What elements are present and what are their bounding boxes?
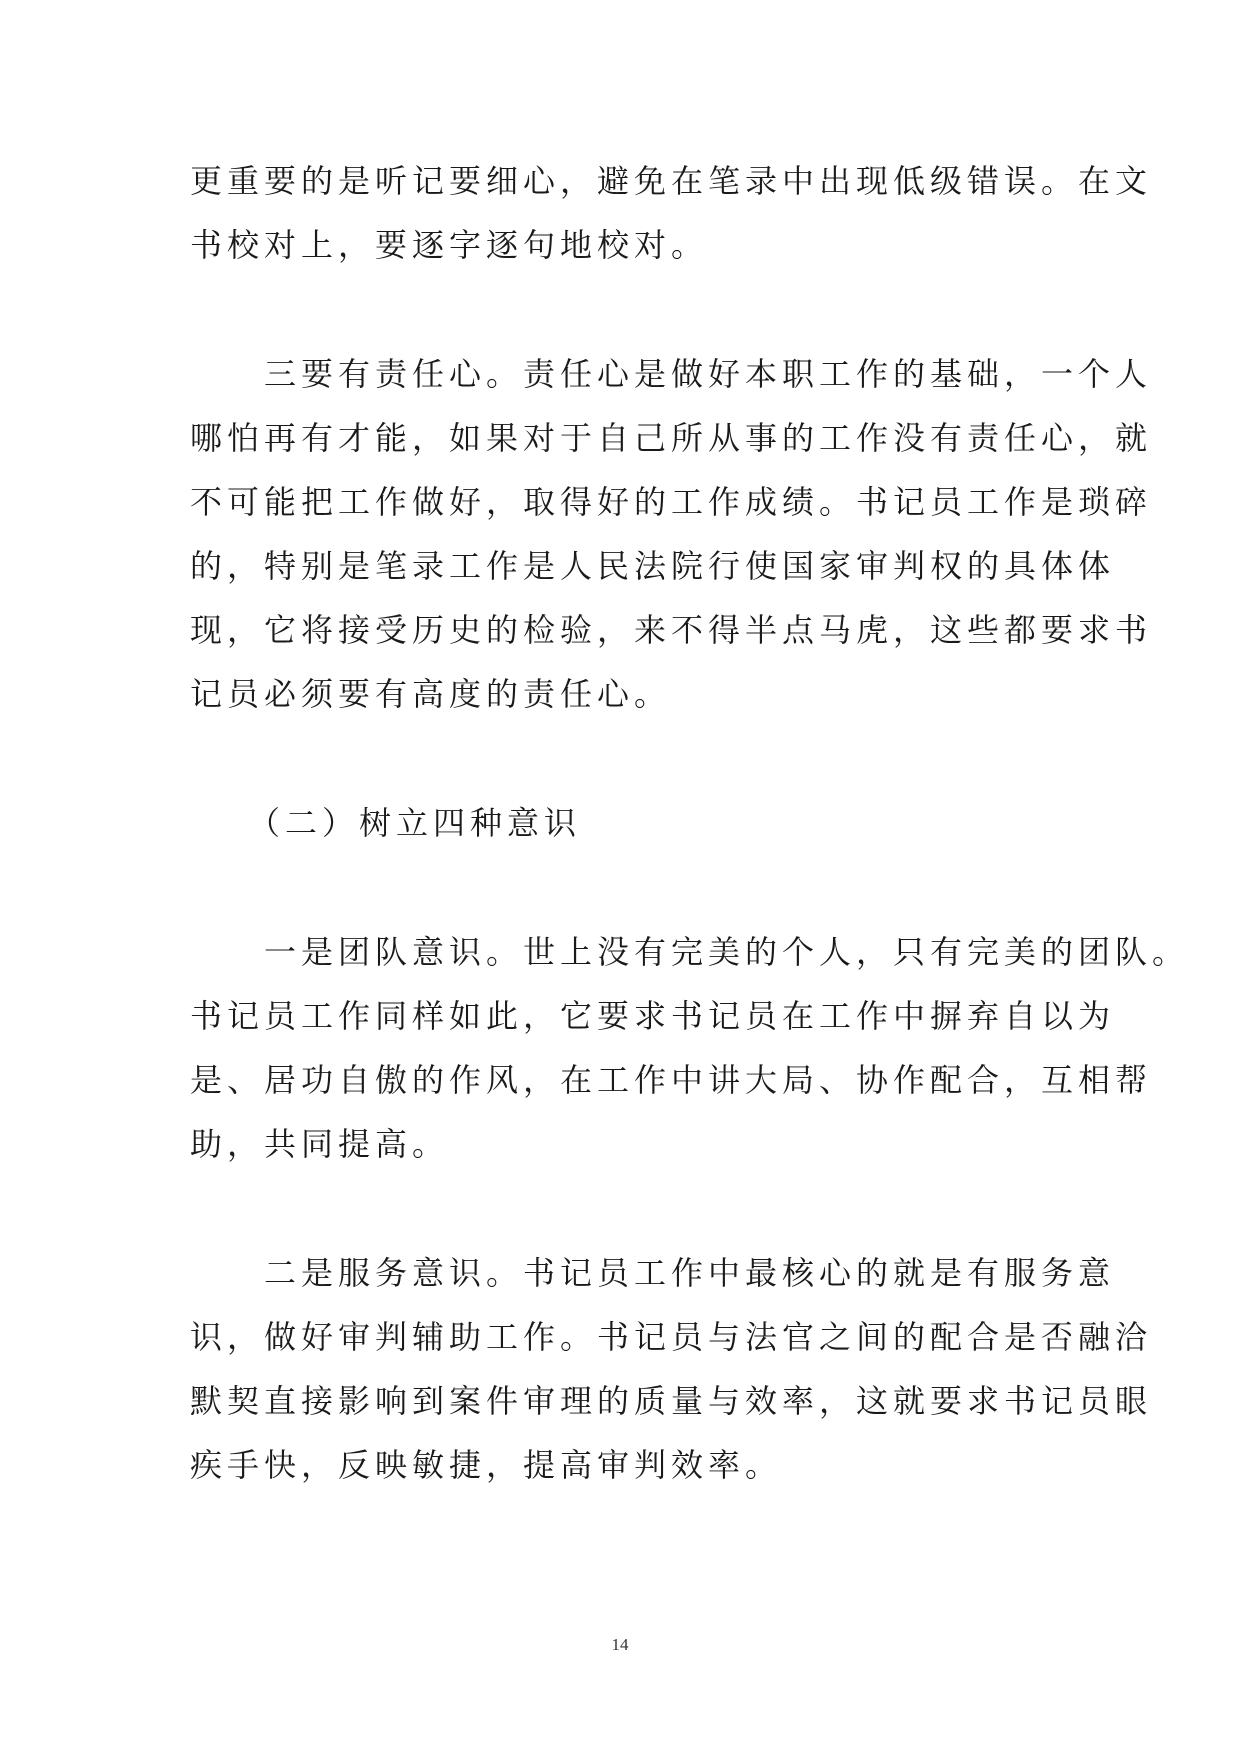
paragraph-heading-line: 一是团队意识。世上没有完美的个人，只有完美的团队。 <box>190 933 1190 971</box>
text-line: 不可能把工作做好，取得好的工作成绩。书记员工作是琐碎 <box>190 483 1153 521</box>
text-line: 识，做好审判辅助工作。书记员与法官之间的配合是否融洽 <box>190 1318 1153 1356</box>
text-line: 记员必须要有高度的责任心。 <box>190 675 672 713</box>
text-line: 哪怕再有才能，如果对于自己所从事的工作没有责任心，就 <box>190 419 1153 457</box>
text-line: 默契直接影响到案件审理的质量与效率，这就要求书记员眼 <box>190 1382 1153 1420</box>
text-line: 更重要的是听记要细心，避免在笔录中出现低级错误。在文 <box>190 162 1153 200</box>
paragraph-heading-line: 三要有责任心。责任心是做好本职工作的基础，一个人 <box>190 355 1153 393</box>
text-line: 书校对上，要逐字逐句地校对。 <box>190 226 709 264</box>
text-line: 书记员工作同样如此，它要求书记员在工作中摒弃自以为 <box>190 997 1116 1035</box>
text-line: 助，共同提高。 <box>190 1125 450 1163</box>
text-line: 的，特别是笔录工作是人民法院行使国家审判权的具体体 <box>190 547 1116 585</box>
text-line: 是、居功自傲的作风，在工作中讲大局、协作配合，互相帮 <box>190 1061 1153 1099</box>
page-number: 14 <box>611 1635 629 1654</box>
section-heading: （二）树立四种意识 <box>190 804 582 842</box>
text-line: 现，它将接受历史的检验，来不得半点马虎，这些都要求书 <box>190 611 1153 649</box>
text-line: 疾手快，反映敏捷，提高审判效率。 <box>190 1446 783 1484</box>
paragraph-heading-line: 二是服务意识。书记员工作中最核心的就是有服务意 <box>190 1254 1116 1292</box>
